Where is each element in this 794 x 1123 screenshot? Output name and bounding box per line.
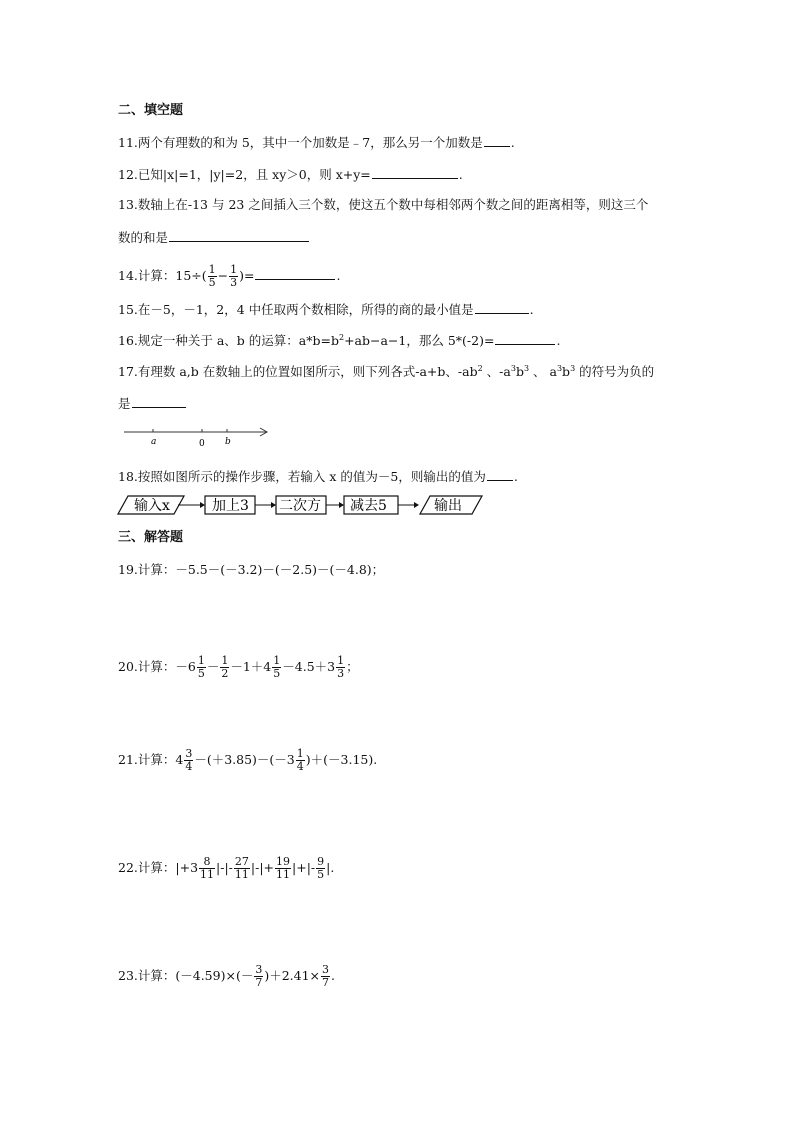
number-line-diagram (118, 422, 278, 452)
fraction: $\frac{1}{3}$ (230, 263, 238, 289)
step2-label: 二次方 (279, 498, 321, 514)
answer-blank[interactable] (132, 395, 186, 408)
answer-blank[interactable] (169, 229, 309, 242)
fraction: $\frac{27}{11}$ (234, 855, 249, 881)
output-label: 输出 (434, 498, 462, 514)
section-title-solve: 三、解答题 (118, 530, 184, 545)
question-text: 11.两个有理数的和为 5，其中一个加数是﹣7，那么另一个加数是 (118, 135, 483, 150)
arrow-icon (200, 502, 205, 508)
question-16: 16.规定一种关于 a、b 的运算：$a*b=b^2+ab-a-1$，那么 5*(-2)= . (118, 332, 561, 348)
fraction: $\frac{8}{11}$ (200, 855, 215, 881)
answer-blank[interactable] (372, 166, 458, 179)
question-11: 11.两个有理数的和为 5，其中一个加数是﹣7，那么另一个加数是 . (118, 135, 515, 150)
answer-blank[interactable] (475, 301, 529, 314)
question-13-line2: 数的和是 (118, 229, 310, 246)
label-b: b (225, 437, 231, 447)
question-18: 18.按照如图所示的操作步骤，若输入 x 的值为－5，则输出的值为 . (118, 469, 518, 484)
fraction: $\frac{1}{5}$ (208, 263, 216, 289)
arrow-icon (414, 502, 419, 508)
arrow-icon (339, 502, 344, 508)
arrow-icon (271, 502, 276, 508)
question-23: 23.计算：(－4.59)×(－ $\frac{3}{7}$ )＋2.41× $\frac{3}{7}$ . (118, 963, 335, 989)
fraction: $\frac{3}{7}$ (255, 963, 263, 989)
question-14: 14.计算：15÷( $\frac{1}{5}$ − $\frac{1}{3}$ )= . (118, 263, 341, 289)
fraction: $\frac{1}{2}$ (221, 654, 229, 680)
fraction: $\frac{3}{7}$ (322, 963, 330, 989)
question-17-line1: 17.有理数 a,b 在数轴上的位置如图所示，则下列各式-a+b、$-ab^2$ 、$-a^3b^3$ 、 $a^3b^3$ 的符号为负的 (118, 363, 655, 379)
label-a: a (151, 437, 157, 447)
input-label: 输入x (134, 498, 170, 514)
fraction: $\frac{1}{5}$ (273, 654, 281, 680)
fraction: $\frac{19}{11}$ (276, 855, 291, 881)
question-19: 19.计算：－5.5－(－3.2)－(－2.5)－(－4.8)； (118, 562, 385, 577)
question-17-line2: 是 (118, 395, 187, 412)
question-21: 21.计算：4 $\frac{3}{4}$ －(＋3.85)－(－3 $\frac{1}{4}$ )＋(－3.15). (118, 747, 378, 773)
question-22: 22.计算：|+3 $\frac{8}{11}$ |-|- $\frac{27}{11}$ |-|+ $\frac{19}{11}$ |+|- $\frac{9}{5}$ |. (118, 855, 335, 881)
question-13-line1: 13.数轴上在-13 与 23 之间插入三个数，使这五个数中每相邻两个数之间的距离相等，则这三个 (118, 197, 649, 212)
question-20: 20.计算：－6 $\frac{1}{5}$ － $\frac{1}{2}$ －1＋4 $\frac{1}{5}$ －4.5＋3 $\frac{1}{3}$ ； (118, 654, 359, 680)
step1-label: 加上3 (212, 498, 249, 514)
answer-blank[interactable] (487, 468, 513, 481)
flowchart-diagram (118, 494, 488, 518)
answer-blank[interactable] (484, 134, 510, 147)
answer-blank[interactable] (255, 267, 335, 280)
question-12: 12.已知|x|=1，|y|=2，且 xy＞0，则 x+y= . (118, 167, 463, 182)
fraction: $\frac{3}{4}$ (185, 747, 193, 773)
step3-label: 减去5 (350, 498, 387, 514)
answer-blank[interactable] (495, 332, 555, 345)
fraction: $\frac{1}{5}$ (197, 654, 205, 680)
section-title-fill-blank: 二、填空题 (118, 103, 184, 118)
fraction: $\frac{1}{3}$ (337, 654, 345, 680)
question-15: 15.在－5，－1，2，4 中任取两个数相除，所得的商的最小值是 . (118, 302, 534, 317)
question-text: 12.已知|x|=1，|y|=2，且 xy＞0，则 x+y= (118, 167, 371, 182)
label-0: 0 (199, 439, 205, 449)
fraction: $\frac{9}{5}$ (317, 855, 325, 881)
fraction: $\frac{1}{4}$ (296, 747, 304, 773)
